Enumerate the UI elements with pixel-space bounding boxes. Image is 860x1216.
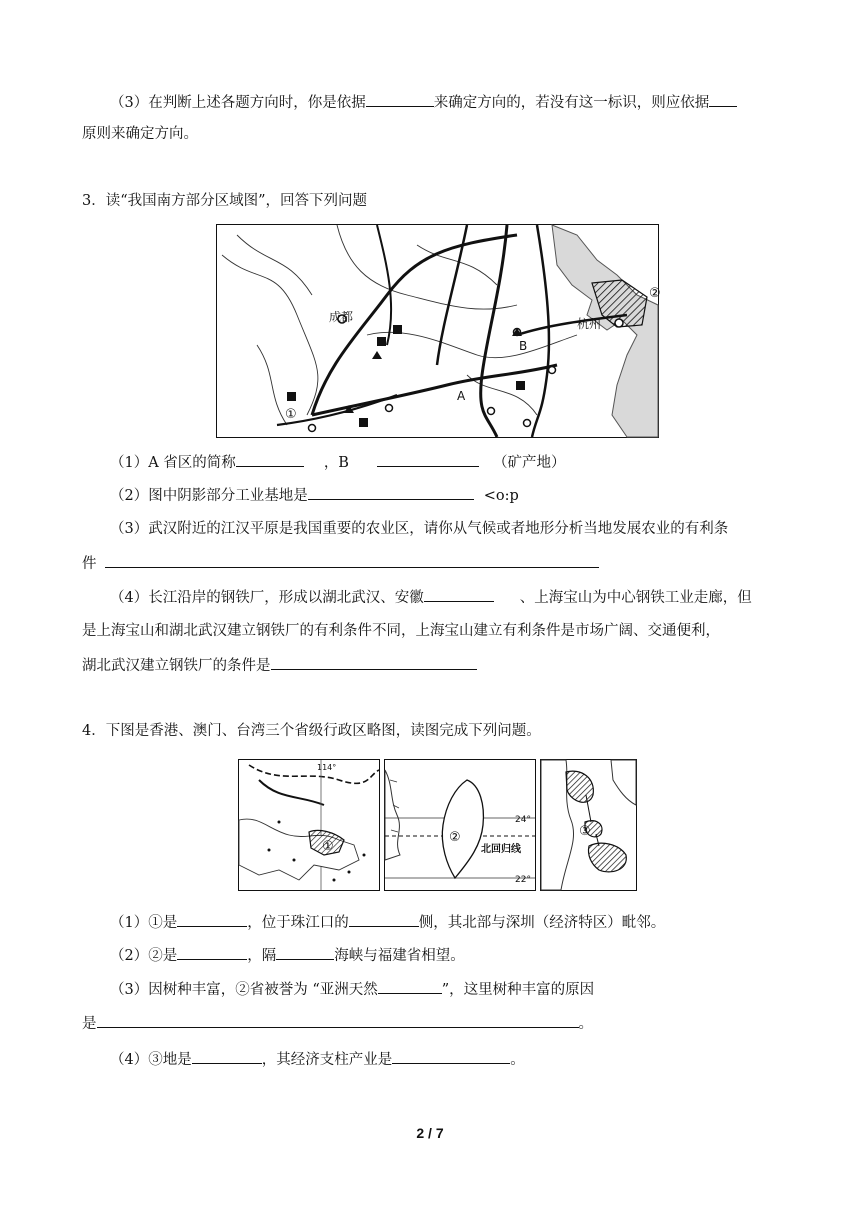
macau-map (540, 759, 637, 891)
steel-plant-icon (516, 381, 525, 390)
label-chengdu: 成都 (329, 310, 354, 324)
hangzhou-city-marker (615, 319, 623, 327)
steel-plant-icon (377, 337, 386, 346)
label-lat-22: 22° (515, 875, 531, 885)
q3-3-line1: （3）武汉附近的江汉平原是我国重要的农业区，请你从气候或者地形分析当地发展农业的有利条 (110, 521, 729, 537)
label-circle-1: ① (322, 839, 334, 854)
mine-icon (372, 351, 382, 359)
answer-blank[interactable] (378, 979, 442, 994)
q2-3-line2: 原则来确定方向。 (82, 126, 198, 142)
q3-2: （2）图中阴影部分工业基地是 <o:p (110, 485, 519, 506)
q3-4-line1: （4）长江沿岸的钢铁厂，形成以湖北武汉、安徽 、上海宝山为中心钢铁工业走廊，但 (110, 587, 752, 608)
label-longitude: 114° (317, 763, 337, 772)
answer-blank[interactable] (97, 1013, 579, 1028)
map-drawing (217, 225, 661, 437)
answer-blank[interactable] (349, 912, 419, 927)
south-china-region-map (216, 224, 659, 438)
q4-2: （2）②是 ，隔 海峡与福建省相望。 (110, 945, 465, 966)
q4-heading: 4．下图是香港、澳门、台湾三个省级行政区略图，读图完成下列问题。 (82, 723, 541, 739)
answer-blank[interactable] (424, 587, 494, 602)
label-hangzhou: 杭州 (577, 317, 602, 331)
steel-plant-icon (393, 325, 402, 334)
label-circle-2: ② (449, 830, 461, 845)
q2-3-line1: （3）在判断上述各题方向时，你是依据 来确定方向的，若没有这一标识，则应依据 (110, 92, 737, 113)
q4-3-line2: 是 。 (82, 1013, 593, 1034)
answer-blank[interactable] (308, 485, 474, 500)
q3-3-line2: 件 (82, 553, 599, 574)
answer-blank[interactable] (236, 452, 304, 467)
answer-blank[interactable] (105, 553, 599, 568)
steel-plant-icon (287, 392, 296, 401)
q3-1: （1）A 省区的简称 ，B （矿产地） (110, 452, 565, 473)
q3-4-line2: 是上海宝山和湖北武汉建立钢铁厂的有利条件不同，上海宝山建立有利条件是市场广阔、交通便利， (82, 623, 720, 639)
steel-plant-icon (359, 418, 368, 427)
q4-4: （4）③地是 ，其经济支柱产业是 。 (110, 1049, 525, 1070)
answer-blank[interactable] (177, 912, 247, 927)
hong-kong-map (238, 759, 380, 891)
q4-1: （1）①是 ，位于珠江口的 侧，其北部与深圳（经济特区）毗邻。 (110, 912, 665, 933)
answer-blank[interactable] (366, 92, 434, 107)
label-tropic-of-cancer: 北回归线 (481, 844, 521, 855)
label-circle-1: ① (285, 407, 297, 422)
page-number: 2 / 7 (416, 1125, 444, 1141)
answer-blank[interactable] (377, 452, 479, 467)
answer-blank[interactable] (271, 655, 477, 670)
q4-3-line1: （3）因树种丰富，②省被誉为 “亚洲天然 ”，这里树种丰富的原因 (110, 979, 594, 1000)
q3-4-line3: 湖北武汉建立钢铁厂的条件是 (82, 655, 477, 676)
label-a: A (457, 389, 466, 403)
answer-blank[interactable] (709, 92, 737, 107)
answer-blank[interactable] (177, 945, 247, 960)
answer-blank[interactable] (392, 1049, 510, 1064)
label-lat-24: 24° (515, 815, 531, 825)
answer-blank[interactable] (276, 945, 334, 960)
label-circle-2: ② (649, 286, 661, 301)
taiwan-map (384, 759, 536, 891)
label-circle-3: ③ (579, 824, 591, 839)
q3-heading: 3．读“我国南方部分区域图”，回答下列问题 (82, 193, 368, 209)
answer-blank[interactable] (192, 1049, 262, 1064)
label-b: B (519, 339, 528, 353)
